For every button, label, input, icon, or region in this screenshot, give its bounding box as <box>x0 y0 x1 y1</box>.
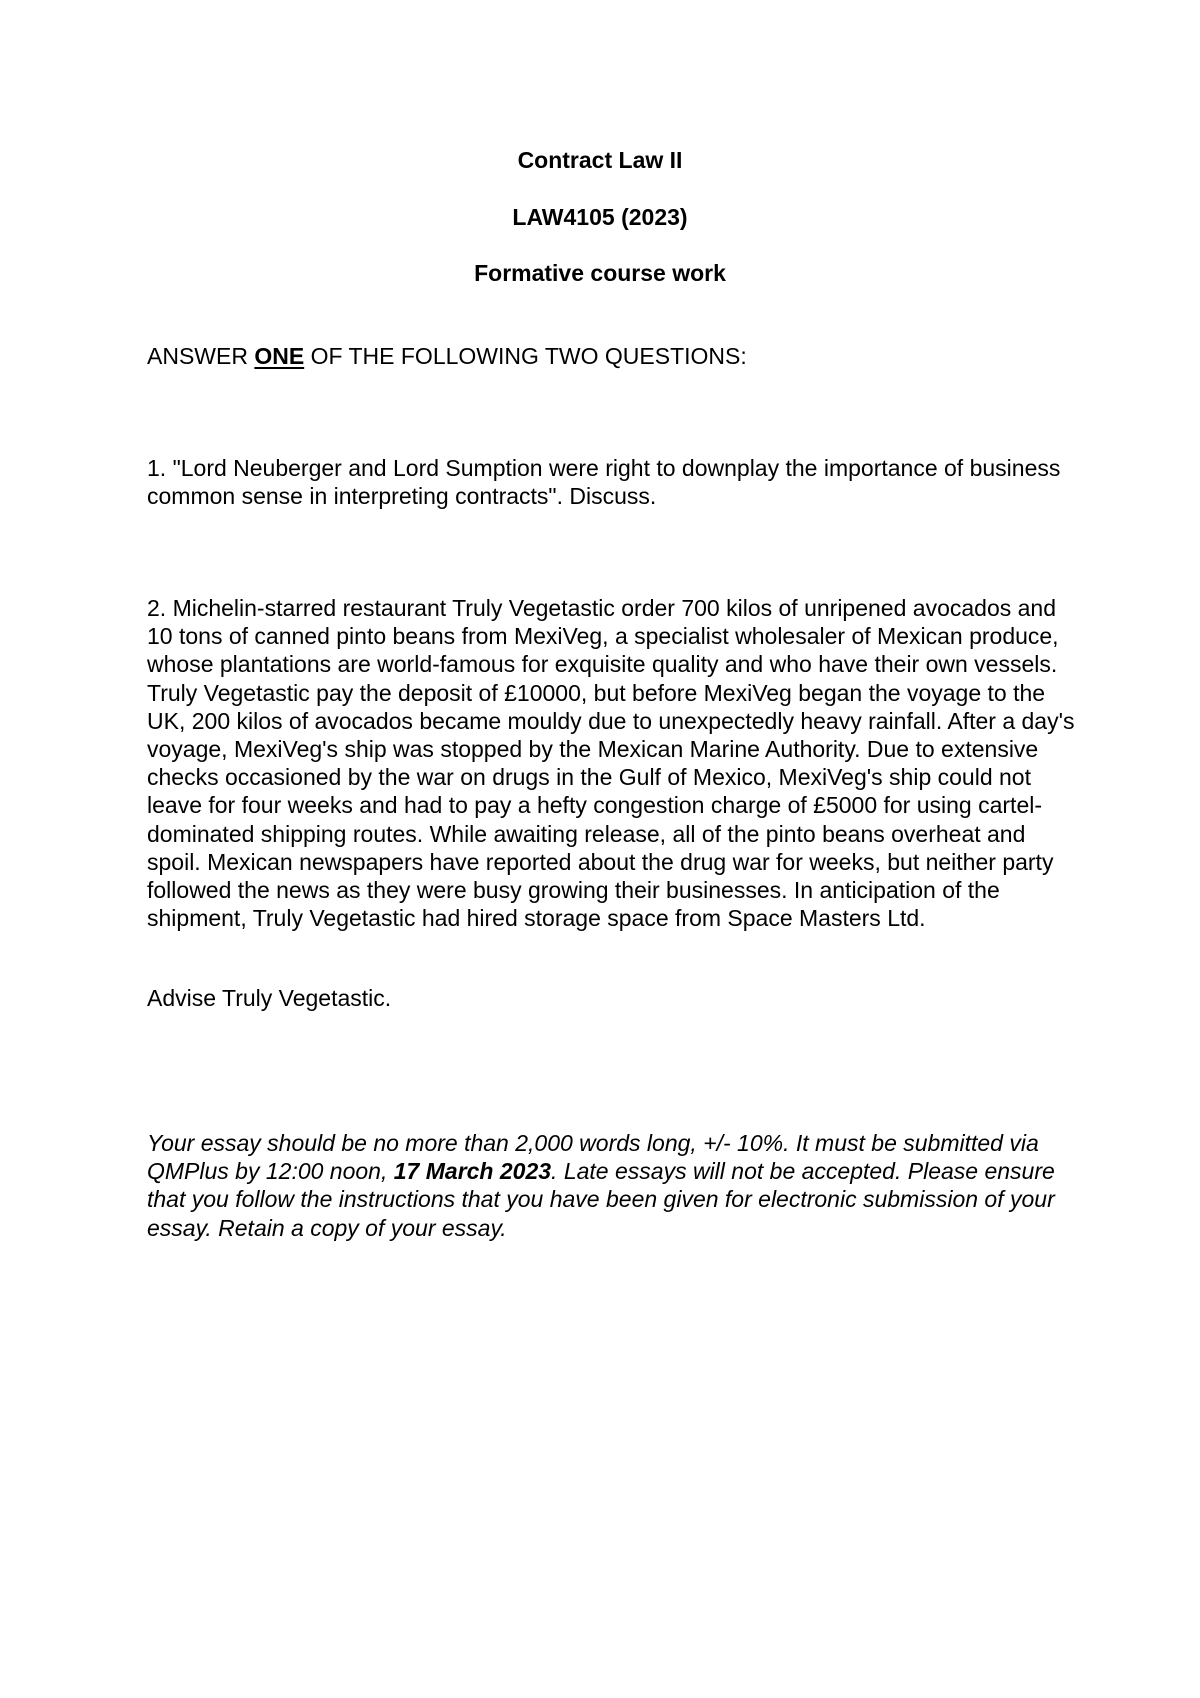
course-code: LAW4105 (2023) <box>512 204 688 230</box>
answer-instruction <box>147 342 1077 370</box>
question-2: 2. Michelin-starred restaurant Truly Vegetastic order 700 kilos of unripened avocados and 10 tons of canned pinto beans from MexiVeg, a specialist wholesaler of Mexican produce, whose plantations are world-famous for exquisite quality and who have their own vessels. Truly Vegetastic pay the deposit of £10000, but before MexiVeg began the voyage to the UK, 200 kilos of avocados became mouldy due to unexpectedly heavy rainfall. After a day's voyage, MexiVeg's ship was stopped by the Mexican Marine Authority. Due to extensive checks occasioned by the war on drugs in the Gulf of Mexico, MexiVeg's ship could not leave for four weeks and had to pay a hefty congestion charge of £5000 for using cartel-dominated shipping routes. While awaiting release, all of the pinto beans overheat and spoil. Mexican newspapers have reported about the drug war for weeks, but neither party followed the news as they were busy growing their businesses. In anticipation of the shipment, Truly Vegetastic had hired storage space from Space Masters Ltd. <box>147 595 1075 932</box>
submission-note-part2: . Late essays will not be accepted. Please ensure that you follow the instructions that you have been given for electronic submission of your essay. Retain a copy of your essay. <box>147 1158 1055 1241</box>
instruction-suffix: OF THE FOLLOWING TWO QUESTIONS: <box>304 343 747 369</box>
instruction-prefix: ANSWER <box>147 343 255 369</box>
submission-deadline: 17 March 2023 <box>393 1158 552 1185</box>
instruction-emphasis: ONE <box>254 343 305 369</box>
submission-note-part1: Your essay should be no more than 2,000 words long, +/- 10%. It must be submitted via QMPlus by 12:00 noon, <box>147 1130 1039 1185</box>
question-1: 1. "Lord Neuberger and Lord Sumption were right to downplay the importance of business common sense in interpreting contracts". Discuss. <box>147 455 1061 510</box>
course-title: Contract Law II <box>517 147 683 173</box>
question-2-prompt: Advise Truly Vegetastic. <box>147 985 392 1011</box>
submission-note <box>147 1129 1077 1242</box>
work-type: Formative course work <box>474 260 726 286</box>
